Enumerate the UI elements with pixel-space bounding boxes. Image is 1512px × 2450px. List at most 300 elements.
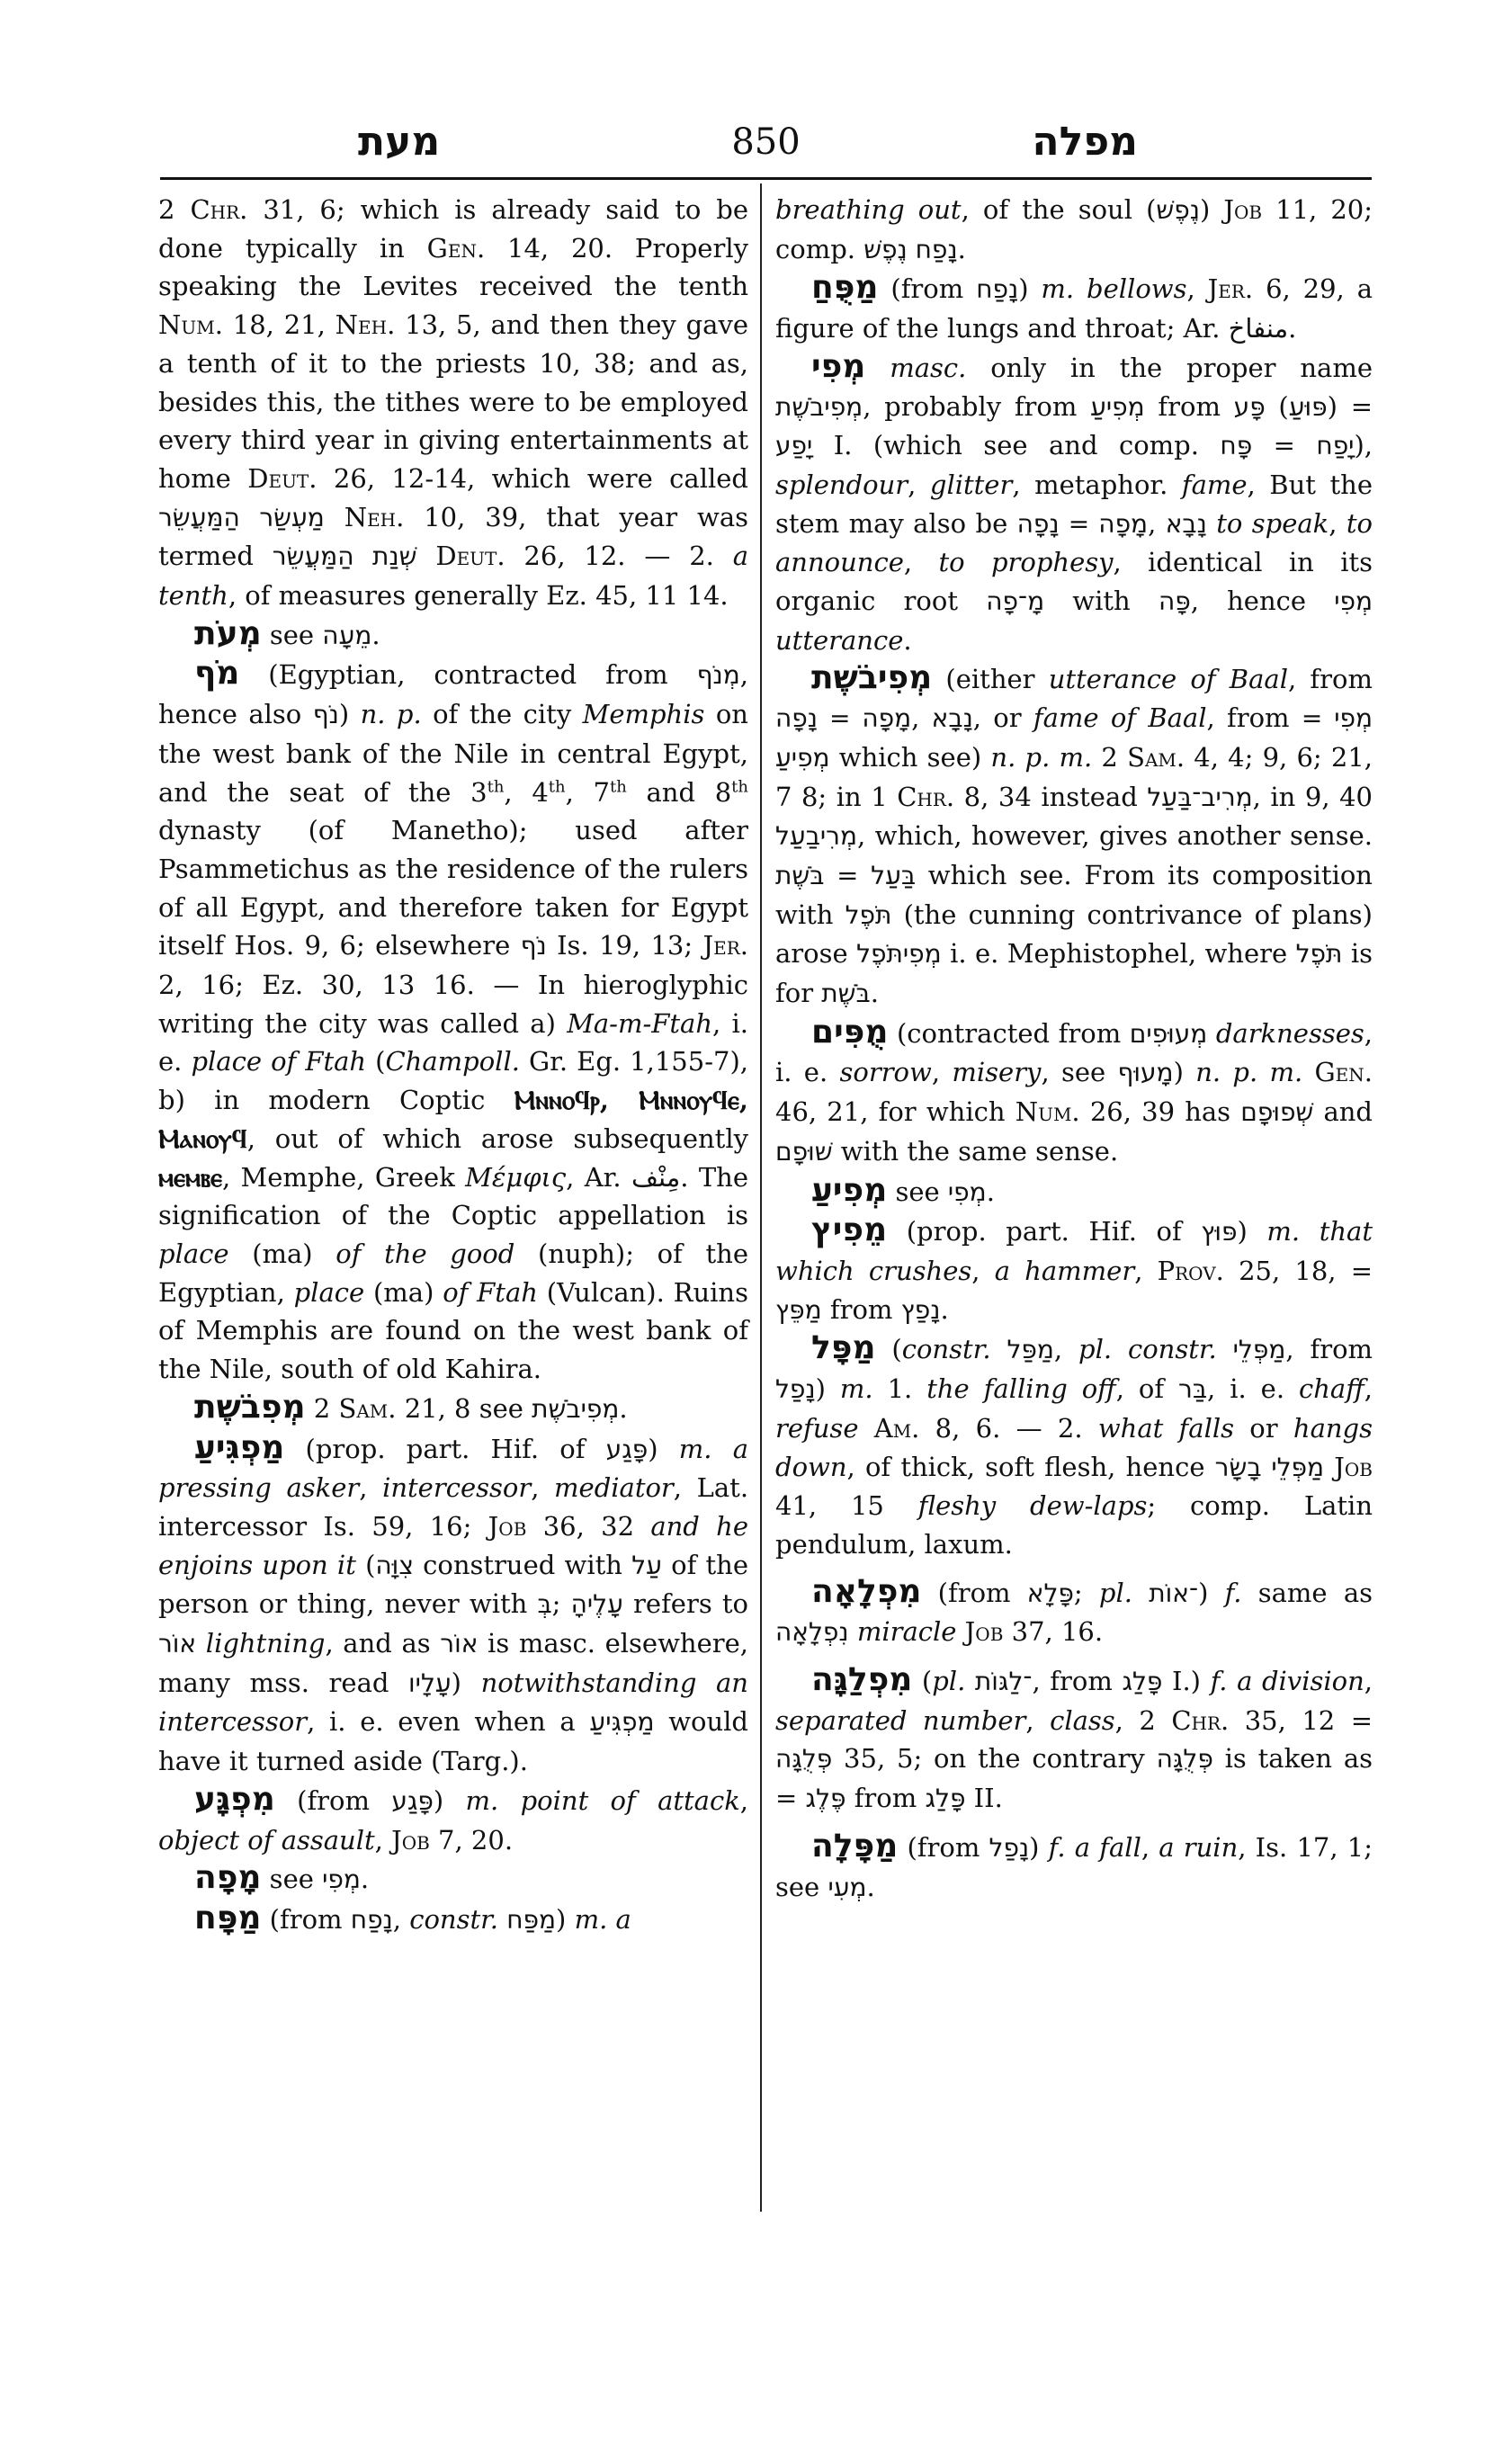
hebrew-text: מַפַּל xyxy=(1007,1335,1054,1365)
hebrew-text: מְפִיבֹשֶׁת xyxy=(775,391,863,422)
dictionary-entry xyxy=(775,1661,1373,1819)
reference-abbrev: Neh. xyxy=(335,309,396,341)
reference-abbrev: Sam. xyxy=(338,1392,397,1424)
italic-text: breathing out xyxy=(775,194,962,225)
italic-text: place xyxy=(158,1238,229,1269)
headword: מֵפִיץ xyxy=(811,1212,888,1249)
entry-text: Gr. Eg. 1,155-7), b) in modern Coptic xyxy=(158,1046,748,1116)
entry-text: . The signification of the Coptic appellation is xyxy=(158,1161,748,1231)
entry-text: 21, 8 see xyxy=(396,1392,532,1424)
entry-text xyxy=(1217,1334,1233,1364)
entry-text: would have it turned aside (Targ.). xyxy=(158,1706,748,1777)
hebrew-text: פּוּץ xyxy=(1201,1217,1238,1247)
entry-text xyxy=(416,541,435,571)
italic-text: of Ftah xyxy=(443,1276,538,1308)
entry-text: 31, 6; which is already said to be done typically in xyxy=(158,194,749,264)
headword: מְפִיבֹשֶׁת xyxy=(811,659,933,697)
entry-text: 1. xyxy=(872,1373,927,1405)
hebrew-text: נֹף xyxy=(312,700,339,730)
italic-text: a tenth xyxy=(158,541,749,612)
hebrew-text: נָבָא xyxy=(1165,508,1207,539)
entry-text: ) xyxy=(433,1784,466,1816)
entry-text: . xyxy=(903,624,912,656)
hebrew-text: בֹּשֶׁת xyxy=(775,860,825,890)
entry-text: , xyxy=(374,1824,392,1855)
headword: מְפִי xyxy=(811,347,866,385)
hebrew-text: פָּח xyxy=(1220,431,1253,461)
entry-text: ) = xyxy=(1327,390,1373,422)
entry-text: ; comp. Latin pendulum, laxum. xyxy=(775,1490,1373,1560)
entry-text: (prop. part. Hif. of xyxy=(887,1216,1202,1247)
entry-text: . xyxy=(360,1864,370,1895)
italic-text: constr. xyxy=(409,1903,499,1935)
hebrew-text: מְפִי xyxy=(322,1864,361,1895)
entry-text: , 7 xyxy=(565,776,610,808)
entry-text: , of measures generally Ez. 45, 11 14. xyxy=(228,580,729,612)
italic-text: m. a pressing asker xyxy=(158,1433,748,1504)
italic-text: misery xyxy=(952,1057,1042,1088)
reference-abbrev: Job xyxy=(964,1616,1004,1648)
entry-text: same as xyxy=(1241,1577,1373,1608)
entry-text: is taken as = xyxy=(775,1743,1373,1814)
entry-text: ) xyxy=(648,1433,679,1464)
entry-text: (from xyxy=(898,1831,989,1863)
hebrew-text: מָ־פָה xyxy=(986,586,1045,617)
italic-text: miracle xyxy=(856,1616,957,1648)
italic-text: n. p. m. xyxy=(1195,1057,1303,1088)
entry-text: (either xyxy=(932,664,1049,695)
entry-text: 2, 16; Ez. 30, 13 16. — In hieroglyphic writing the city was called a) xyxy=(158,970,748,1039)
entry-text: ) xyxy=(1237,1216,1267,1247)
italic-text: a hammer xyxy=(994,1255,1135,1286)
entry-text xyxy=(849,1616,857,1647)
entry-text: , in 9, 40 xyxy=(1252,781,1373,812)
hebrew-text: ־לַגּוֹת xyxy=(974,1667,1033,1697)
italic-text: to speak xyxy=(1216,507,1329,539)
entry-text: of the person or thing, never with xyxy=(158,1549,749,1620)
hebrew-text: מָפָה = נָפָה xyxy=(1016,508,1149,539)
entry-text: , xyxy=(1134,1255,1158,1286)
entry-text: , out of which arose subsequently xyxy=(246,1122,748,1154)
italic-text: utterance of Baal xyxy=(1048,664,1288,695)
italic-text: mediator xyxy=(554,1472,674,1504)
entry-text: , xyxy=(1141,1831,1159,1863)
hebrew-text: פּוּעַ xyxy=(1288,391,1328,422)
reference-abbrev: Deut. xyxy=(435,541,505,572)
entry-text: = xyxy=(1252,430,1317,461)
entry-text: , xyxy=(1329,507,1346,539)
italic-text: notwithstanding an intercessor xyxy=(158,1667,748,1738)
dictionary-entry xyxy=(775,1329,1373,1563)
entry-text: 8, 34 instead xyxy=(954,781,1148,812)
header-rule xyxy=(160,177,1372,180)
hebrew-text: יָפַע xyxy=(775,431,813,461)
reference-abbrev: Chr. xyxy=(190,194,248,225)
entry-text: 2 xyxy=(158,194,191,225)
entry-text: 37, 16. xyxy=(1003,1616,1104,1648)
entry-text: . xyxy=(940,1293,949,1325)
hebrew-text: מְעוּפִים xyxy=(1129,1018,1208,1049)
entry-text: , xyxy=(971,1255,995,1286)
entry-text: 8, 6. — 2. xyxy=(919,1412,1098,1444)
italic-text: to announce xyxy=(775,507,1373,578)
entry-text: 7, 20. xyxy=(429,1824,514,1855)
hebrew-text: עַל xyxy=(631,1550,662,1580)
italic-text: what falls xyxy=(1097,1412,1235,1444)
entry-text: 2 xyxy=(305,1392,339,1424)
entry-text: , xyxy=(1025,1704,1051,1736)
hebrew-text: נָפַץ xyxy=(900,1294,941,1325)
dictionary-entry xyxy=(775,659,1373,1013)
entry-text: (from xyxy=(274,1784,392,1816)
entry-text: , i. e. xyxy=(775,1017,1373,1088)
entry-text: from xyxy=(1144,390,1234,422)
entry-text: , of thick, soft flesh, hence xyxy=(846,1451,1215,1482)
dictionary-entry xyxy=(158,1781,748,1859)
entry-text: , and as xyxy=(325,1628,441,1659)
headword: מַפָּלָה xyxy=(811,1827,899,1864)
entry-text: I.) xyxy=(1162,1666,1211,1697)
entry-text xyxy=(498,1904,506,1935)
reference-abbrev: Deut. xyxy=(247,462,318,494)
entry-text: , from xyxy=(1287,664,1373,695)
entry-text: . xyxy=(986,1176,995,1207)
running-head xyxy=(160,115,1372,169)
entry-text: (ma) xyxy=(228,1238,336,1269)
right-column xyxy=(775,191,1373,1907)
dictionary-entry xyxy=(158,1389,748,1429)
entry-text: 2 xyxy=(1092,741,1128,773)
reference-abbrev: Am. xyxy=(873,1412,920,1444)
entry-text: (the cunning contrivance of plans) arose xyxy=(775,899,1373,970)
italic-text: class xyxy=(1050,1704,1115,1736)
entry-text: , from xyxy=(1285,1334,1373,1365)
headword: מִפְגָּע xyxy=(194,1780,275,1818)
italic-text: place xyxy=(293,1276,365,1308)
italic-text: masc. xyxy=(890,352,967,383)
entry-text: is masc. elsewhere, many mss. read xyxy=(158,1628,748,1698)
entry-text: 10, 39, that year was termed xyxy=(158,501,748,572)
entry-text: , probably from xyxy=(863,390,1091,422)
hebrew-text: בַּעַל xyxy=(871,860,917,890)
headword: מָפָה xyxy=(194,1859,262,1897)
hebrew-text: בְּ xyxy=(537,1589,552,1620)
hebrew-text: תֹּפֶל xyxy=(1295,939,1343,970)
italic-text: f. xyxy=(1224,1577,1242,1608)
entry-text: and xyxy=(1313,1096,1373,1128)
entry-text: II. xyxy=(965,1783,1003,1814)
ordinal-suffix: th xyxy=(731,776,748,796)
italic-text: object of assault xyxy=(158,1824,375,1855)
entry-text: 26, 12-14, which were called xyxy=(317,462,748,494)
hebrew-text: מְפִי = מְפִיעַ xyxy=(775,703,1373,773)
reference-abbrev: Job xyxy=(1334,1451,1373,1482)
reference-abbrev: Neh. xyxy=(344,501,405,532)
running-head-first-word: מעת xyxy=(358,119,441,165)
entry-text: ( xyxy=(355,1549,376,1580)
hebrew-text: פְּלֻגָּה xyxy=(1156,1744,1213,1775)
hebrew-text: שְׁפוּפָם xyxy=(1240,1097,1314,1128)
entry-text xyxy=(956,1616,964,1647)
entry-text: , xyxy=(359,1472,383,1504)
headword: מַפְגִּיעַ xyxy=(194,1428,285,1466)
hebrew-text: מָפָה = נָפָה xyxy=(775,703,912,734)
entry-text: 46, 21, for which xyxy=(775,1096,1015,1128)
entry-text: , xyxy=(392,1903,410,1935)
hebrew-text: פָּלַג xyxy=(1122,1667,1163,1697)
dictionary-entry xyxy=(158,615,748,656)
dictionary-entry xyxy=(158,1429,748,1781)
hebrew-text: פָּה xyxy=(1158,586,1191,617)
entry-text: ) xyxy=(556,1903,575,1935)
entry-text xyxy=(196,1628,206,1659)
entry-text: ; xyxy=(551,1588,571,1620)
entry-text: , xyxy=(1364,1666,1373,1697)
headword: מִפְלָאָה xyxy=(811,1572,922,1610)
entry-text: Is. 19, 13; xyxy=(546,930,703,961)
italic-text: m. xyxy=(839,1373,873,1405)
ordinal-suffix: th xyxy=(609,776,627,796)
italic-text: m. point of attack xyxy=(465,1784,740,1816)
dictionary-entry xyxy=(775,1212,1373,1329)
italic-text: fame of Baal xyxy=(1033,702,1207,734)
headword: מֹף xyxy=(194,655,240,693)
entry-text: ( xyxy=(875,1334,902,1365)
entry-text: , xyxy=(931,1057,953,1088)
entry-text: ) xyxy=(1198,1577,1225,1608)
entry-text: , i. e. even when a xyxy=(307,1706,590,1738)
italic-text: Champoll. xyxy=(385,1046,520,1077)
hebrew-text: מְפִיבֹשֶׁת xyxy=(532,1393,620,1424)
entry-text: , from xyxy=(1032,1666,1123,1697)
hebrew-text: מַפְּלֵי בָשָׂר xyxy=(1214,1452,1325,1482)
entry-text: ) xyxy=(1173,1057,1196,1088)
hebrew-text: נָפַח xyxy=(350,1904,393,1935)
entry-text: , or xyxy=(972,702,1033,734)
hebrew-text: עָלֶיהָ xyxy=(570,1589,623,1620)
italic-text: darknesses xyxy=(1215,1017,1364,1049)
entry-text: (Egyptian, contracted from xyxy=(239,659,697,691)
entry-text: ) xyxy=(1199,194,1224,225)
entry-text: , xyxy=(1186,273,1208,305)
entry-text: , Memphe, Greek xyxy=(221,1161,466,1193)
entry-text: . xyxy=(1288,313,1297,344)
entry-text: with the same sense. xyxy=(832,1135,1119,1167)
entry-text xyxy=(325,502,344,532)
reference-abbrev: Jer. xyxy=(702,930,748,961)
headword: מֻפִּים xyxy=(811,1013,889,1051)
entry-text: . xyxy=(619,1392,628,1424)
entry-text: , xyxy=(1364,1373,1373,1405)
entry-text: I. (which see and comp. xyxy=(812,430,1221,461)
reference-abbrev: Job xyxy=(488,1510,527,1542)
column-divider xyxy=(760,183,762,2212)
italic-text: to prophesy xyxy=(938,547,1114,578)
hebrew-text: שׁוּפָם xyxy=(775,1136,833,1167)
entry-text: (nuph); of the Egyptian, xyxy=(158,1238,748,1308)
entry-text: construed with xyxy=(413,1549,632,1580)
entry-text: ( xyxy=(1265,390,1289,422)
headword: מַפֻּחַ xyxy=(811,269,879,307)
entry-text: 6, 29, a figure of the lungs and throat; Ar. xyxy=(775,273,1373,344)
italic-text: n. p. xyxy=(360,699,422,730)
hebrew-text: מָעוּף xyxy=(1117,1058,1174,1088)
italic-text: m. that which crushes xyxy=(775,1216,1373,1286)
entry-text: ( xyxy=(912,1666,933,1697)
italic-text: and he enjoins upon it xyxy=(158,1510,748,1580)
hebrew-text: בַּר xyxy=(1178,1374,1208,1405)
entry-text xyxy=(1207,1018,1216,1049)
entry-text: ) xyxy=(1029,1831,1049,1863)
entry-text: (from xyxy=(921,1577,1027,1608)
entry-text: with xyxy=(1044,586,1159,617)
entry-text: , xyxy=(739,1784,748,1816)
entry-text: 25, 18, = xyxy=(1223,1255,1373,1286)
hebrew-text: נִפְלָאָה xyxy=(775,1617,849,1648)
entry-text: = xyxy=(824,859,872,890)
hebrew-text: מֵעָה xyxy=(322,620,372,650)
entry-text: only in the proper name xyxy=(966,352,1373,383)
dictionary-entry xyxy=(775,348,1373,660)
entry-text: , hence also xyxy=(158,659,748,730)
hebrew-text: פֶּלֶג xyxy=(805,1784,846,1814)
entry-text: , from xyxy=(1206,702,1302,734)
entry-text: (contracted from xyxy=(888,1017,1130,1049)
entry-text: 35, 5; on the contrary xyxy=(832,1743,1157,1775)
entry-text: 13, 5, and then they gave a tenth of it to the priests 10, 38; and as, besides this, the tithes were to be employed every third year in giving entertainments at home xyxy=(158,309,748,494)
entry-text: ) xyxy=(338,699,361,730)
entry-text: of the city xyxy=(421,699,583,730)
italic-text: intercessor xyxy=(382,1472,532,1504)
hebrew-text: פָּגַע xyxy=(391,1785,434,1816)
hebrew-text: מַעְשַׂר הַמַּעֲשֵׂר xyxy=(158,502,325,532)
headword: מְעֹת xyxy=(194,614,262,652)
hebrew-text: אוֹר xyxy=(158,1629,197,1659)
entry-text: see xyxy=(261,619,323,650)
italic-text: m. a xyxy=(574,1903,631,1935)
entry-text: , xyxy=(903,547,939,578)
reference-abbrev: Chr. xyxy=(897,781,955,812)
entry-text: ( xyxy=(366,1046,386,1077)
hebrew-text: מְרִיבַעַל xyxy=(775,821,857,852)
entry-text: , xyxy=(531,1472,555,1504)
entry-text: ) xyxy=(451,1667,481,1698)
entry-text: refers to xyxy=(622,1588,748,1620)
hebrew-text: פָּגַע xyxy=(605,1434,649,1464)
headword: מַפָּח xyxy=(194,1899,262,1936)
entry-text: ; xyxy=(1073,1577,1099,1608)
entry-text: 14, 20. Properly speaking the Levites received the tenth xyxy=(158,232,748,302)
hebrew-text: פְּלֻגָּה xyxy=(775,1744,833,1775)
hebrew-text: נָפַל xyxy=(989,1832,1030,1863)
entry-text: from xyxy=(821,1293,901,1325)
entry-text: , metaphor. xyxy=(1012,469,1182,500)
italic-text: n. p. m. xyxy=(990,741,1093,773)
italic-text: hangs down xyxy=(775,1412,1373,1482)
hebrew-text: שְׁנַת הַמַּעֲשֵׂר xyxy=(272,541,417,572)
entry-continuation xyxy=(158,191,748,615)
hebrew-text: נֹף xyxy=(520,931,547,961)
entry-continuation xyxy=(775,191,1373,269)
entry-text: 36, 32 xyxy=(526,1510,651,1542)
entry-text: or xyxy=(1234,1412,1293,1444)
entry-text: which see. From its composition with xyxy=(775,859,1373,930)
reference-abbrev: Sam. xyxy=(1127,741,1185,773)
hebrew-text: עָלָיו xyxy=(408,1668,452,1698)
headword: מְפִיעַ xyxy=(811,1171,888,1209)
italic-text: separated number xyxy=(775,1704,1026,1736)
italic-text: pl. xyxy=(1098,1577,1132,1608)
entry-text: , xyxy=(911,702,932,734)
entry-text: and 8 xyxy=(626,776,732,808)
hebrew-text: בֹּשֶׁת xyxy=(821,979,871,1009)
hebrew-text: נָפַח נֶפֶשׁ xyxy=(863,234,958,264)
entry-text: , Lat. intercessor Is. 59, 16; xyxy=(158,1472,749,1542)
italic-text: f. a fall xyxy=(1048,1831,1141,1863)
left-column xyxy=(158,191,748,1940)
entry-text: i. e. Mephistophel, where xyxy=(941,938,1296,970)
hebrew-text: מַפַּח xyxy=(506,1904,557,1935)
entry-text xyxy=(865,353,890,383)
entry-text: see xyxy=(887,1176,948,1207)
hebrew-text: מְפִיעַ xyxy=(1090,391,1145,422)
entry-text: 26, 12. — 2. xyxy=(505,541,733,572)
hebrew-text: מְרִיב־בַּעַל xyxy=(1147,782,1253,812)
entry-text: see xyxy=(261,1864,323,1895)
hebrew-text: פָּלַג xyxy=(925,1784,966,1814)
reference-abbrev: Prov. xyxy=(1157,1255,1224,1286)
entry-text: . xyxy=(866,1871,875,1902)
entry-text: 26, 39 has xyxy=(1079,1096,1241,1128)
entry-text xyxy=(991,1334,1007,1364)
running-head-last-word: מפלה xyxy=(1032,119,1138,165)
entry-text: , which, however, gives another sense. xyxy=(857,820,1373,852)
entry-text: , xyxy=(908,469,930,500)
entry-text: , Is. 17, 1; see xyxy=(775,1831,1373,1902)
entry-text: 35, 12 = xyxy=(1229,1704,1373,1736)
entry-text: from xyxy=(845,1783,926,1814)
entry-text: , hence xyxy=(1190,586,1335,617)
entry-text: on the west bank of the Nile in central Egypt, and the seat of the 3 xyxy=(158,699,748,808)
italic-text: the falling off xyxy=(926,1373,1116,1405)
ordinal-suffix: th xyxy=(487,776,505,796)
entry-text: (ma) xyxy=(364,1276,443,1308)
entry-text xyxy=(1207,508,1216,539)
italic-text: of the good xyxy=(336,1238,515,1269)
entry-text: , Ar. xyxy=(566,1161,631,1193)
italic-text: m. bellows xyxy=(1041,273,1187,305)
headword: מִפְלַגָּה xyxy=(811,1661,913,1699)
italic-text: a ruin xyxy=(1159,1831,1239,1863)
italic-text: constr. xyxy=(901,1334,991,1365)
entry-text: , identical in its organic root xyxy=(775,547,1373,617)
entry-text: (from xyxy=(261,1903,351,1935)
hebrew-text: יָפַח xyxy=(1316,431,1355,461)
page-number: 850 xyxy=(731,121,801,163)
dictionary-entry xyxy=(775,1172,1373,1212)
dictionary-entry xyxy=(775,1014,1373,1172)
entry-text: . xyxy=(371,619,380,650)
arabic-text: مِنْف xyxy=(631,1161,681,1193)
entry-text: . xyxy=(870,978,879,1009)
entry-text: , of xyxy=(1115,1373,1179,1405)
italic-text: fame xyxy=(1181,469,1248,500)
italic-text: splendour xyxy=(775,469,908,500)
arabic-text: منفاخ xyxy=(1228,313,1289,344)
italic-text: sorrow xyxy=(839,1057,932,1088)
dictionary-entry xyxy=(158,1900,748,1940)
italic-text: Ma-m-Ftah xyxy=(567,1007,713,1039)
